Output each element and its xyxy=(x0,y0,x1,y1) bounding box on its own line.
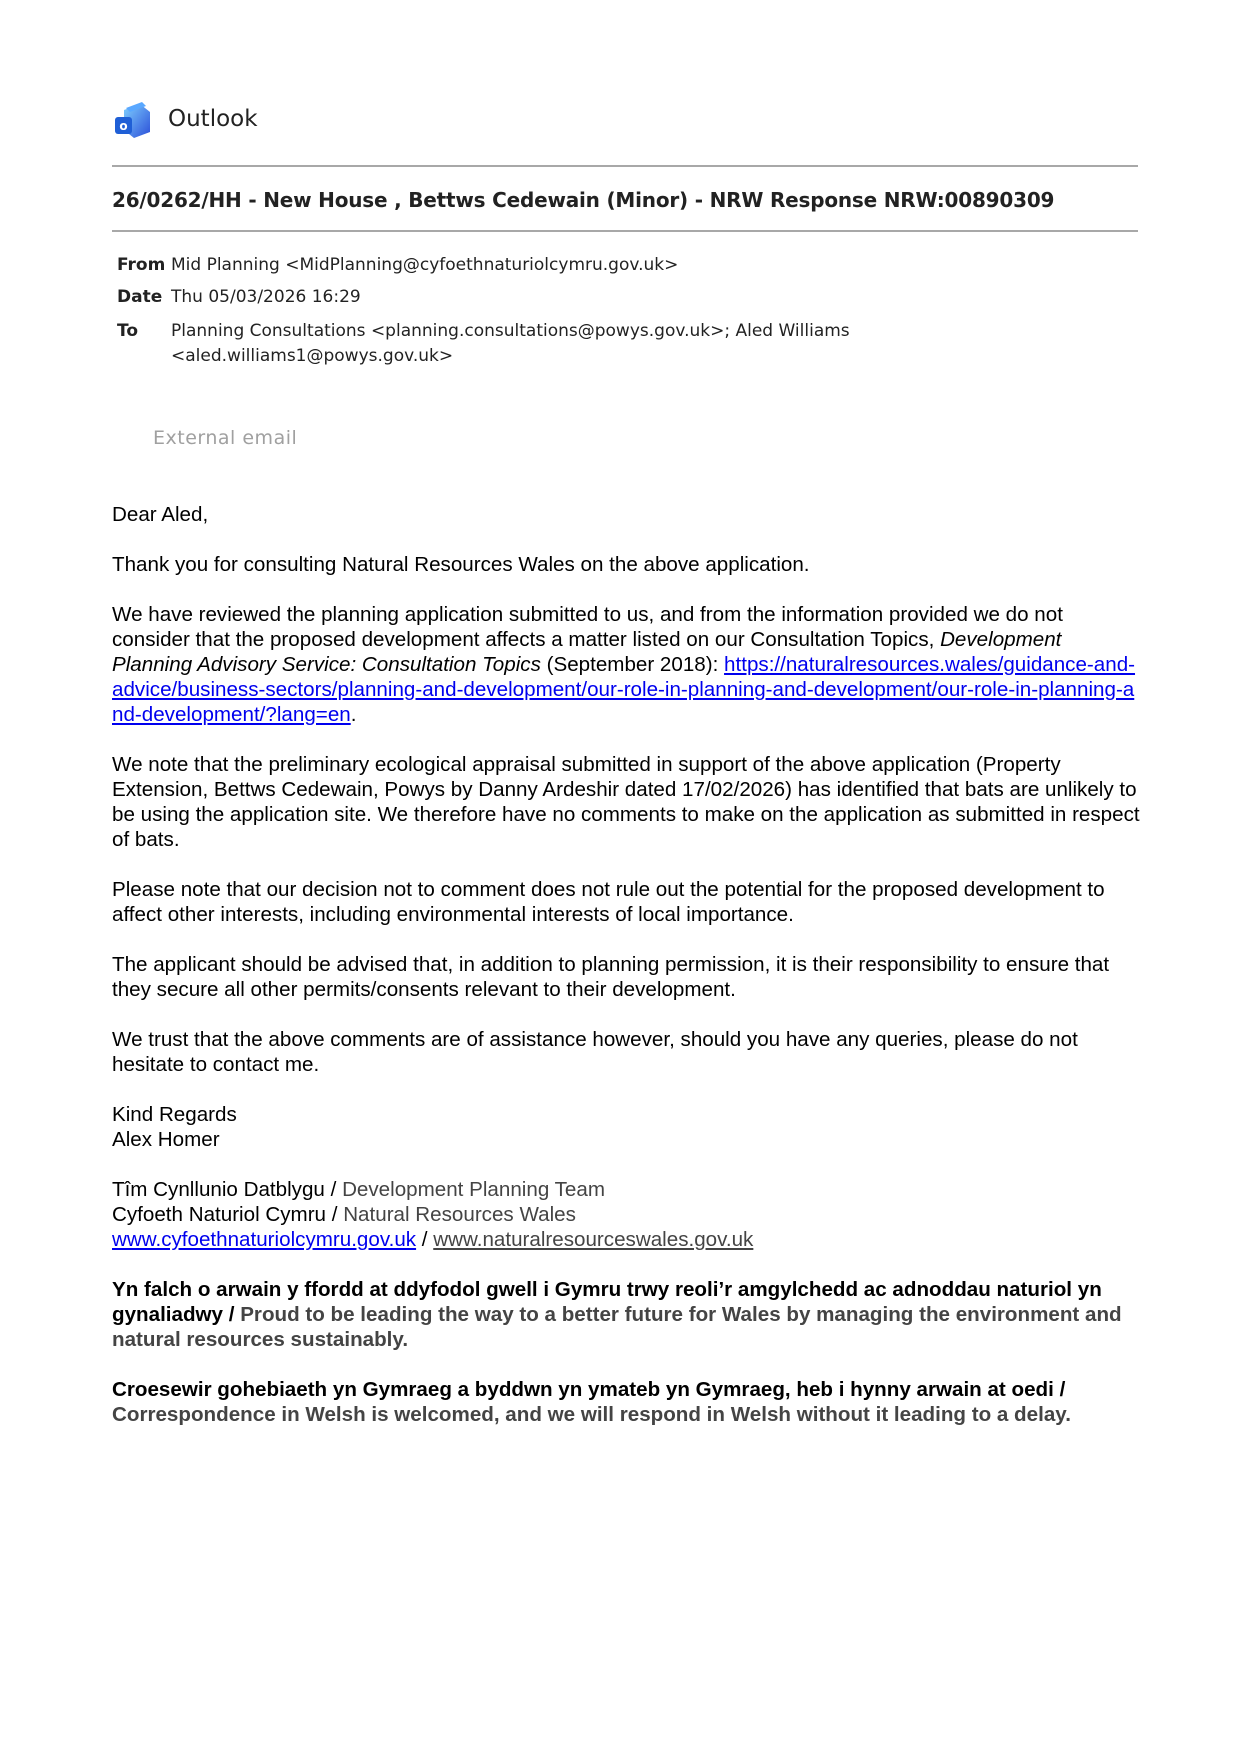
paragraph: We note that the preliminary ecological appraisal submitted in support of the above application (Property Extension, Bettws Cedewain, Powys by Danny Ardeshir dated 17/02/2026) has identified that bats are unlikely to be using the application site. We therefore have no comments to make on the application as submitted in respect of bats. xyxy=(112,753,1140,851)
to-value-line1: Planning Consultations <planning.consultations@powys.gov.uk>; Aled Williams xyxy=(171,321,850,341)
paragraph: Please note that our decision not to comment does not rule out the potential for the proposed development to affect other interests, including environmental interests of local importance. xyxy=(112,878,1105,926)
welsh-language-notice xyxy=(112,1377,1142,1427)
signature xyxy=(112,1177,1142,1252)
paragraph xyxy=(112,602,1142,727)
motto-welsh: Yn falch o arwain y ffordd at ddyfodol gwell i Gymru trwy reoli’r amgylchedd ac adnoddau naturiol yn gynaliadwy / xyxy=(112,1278,1102,1326)
separator: / xyxy=(416,1228,434,1251)
text: We have reviewed the planning application submitted to us, and from the information provided we do not consider that the proposed development affects a matter listed on our Consultation Topics, xyxy=(112,603,1063,651)
svg-text:o: o xyxy=(119,119,128,133)
org-welsh: Cyfoeth Naturiol Cymru / xyxy=(112,1203,344,1226)
welsh-website-link[interactable]: www.cyfoethnaturiolcymru.gov.uk xyxy=(112,1228,417,1251)
date-value: Thu 05/03/2026 16:29 xyxy=(171,287,361,307)
to-value-line2: <aled.williams1@powys.gov.uk> xyxy=(171,346,454,366)
from-value: Mid Planning <MidPlanning@cyfoethnaturiolcymru.gov.uk> xyxy=(171,255,679,275)
team-welsh: Tîm Cynllunio Datblygu / xyxy=(112,1178,343,1201)
signoff xyxy=(112,1102,1142,1152)
paragraph: Thank you for consulting Natural Resources Wales on the above application. xyxy=(112,553,810,576)
nrw-guidance-link[interactable]: https://naturalresources.wales/guidance-and-advice/business-sectors/planning-and-development/our-role-in-planning-and-development/our-role-in-planning-and-development/?lang=en xyxy=(112,653,1136,726)
divider xyxy=(112,230,1138,232)
motto xyxy=(112,1277,1142,1352)
consultation-topics-title: Development Planning Advisory Service: Consultation Topics xyxy=(112,628,1062,676)
paragraph: The applicant should be advised that, in addition to planning permission, it is their responsibility to ensure that they secure all other permits/consents relevant to their development. xyxy=(112,953,1110,1001)
date-label: Date xyxy=(117,287,163,307)
english-website-link[interactable]: www.naturalresourceswales.gov.uk xyxy=(433,1228,754,1251)
notice-welsh: Croesewir gohebiaeth yn Gymraeg a byddwn yn ymateb yn Gymraeg, heb i hynny arwain at oedi / xyxy=(112,1378,1066,1401)
email-subject: 26/0262/HH - New House , Bettws Cedewain (Minor) - NRW Response NRW:00890309 xyxy=(112,188,1055,212)
greeting: Dear Aled, xyxy=(112,503,209,526)
app-name: Outlook xyxy=(168,106,258,132)
org-english: Natural Resources Wales xyxy=(343,1203,576,1226)
paragraph: We trust that the above comments are of assistance however, should you have any queries, please do not hesitate to contact me. xyxy=(112,1028,1078,1076)
external-email-tag: External email xyxy=(153,427,298,449)
sender-name: Alex Homer xyxy=(112,1128,220,1151)
text: (September 2018): xyxy=(540,653,725,676)
team-english: Development Planning Team xyxy=(342,1178,605,1201)
divider xyxy=(112,165,1138,167)
from-label: From xyxy=(117,255,166,275)
motto-english: Proud to be leading the way to a better future for Wales by managing the environment and natural resources sustainably. xyxy=(112,1303,1122,1351)
text: . xyxy=(350,703,357,726)
to-label: To xyxy=(117,321,139,341)
signoff-text: Kind Regards xyxy=(112,1103,237,1126)
outlook-logo-icon xyxy=(114,102,152,140)
notice-english: Correspondence in Welsh is welcomed, and we will respond in Welsh without it leading to a delay. xyxy=(112,1403,1071,1426)
email-body xyxy=(112,502,1142,1452)
